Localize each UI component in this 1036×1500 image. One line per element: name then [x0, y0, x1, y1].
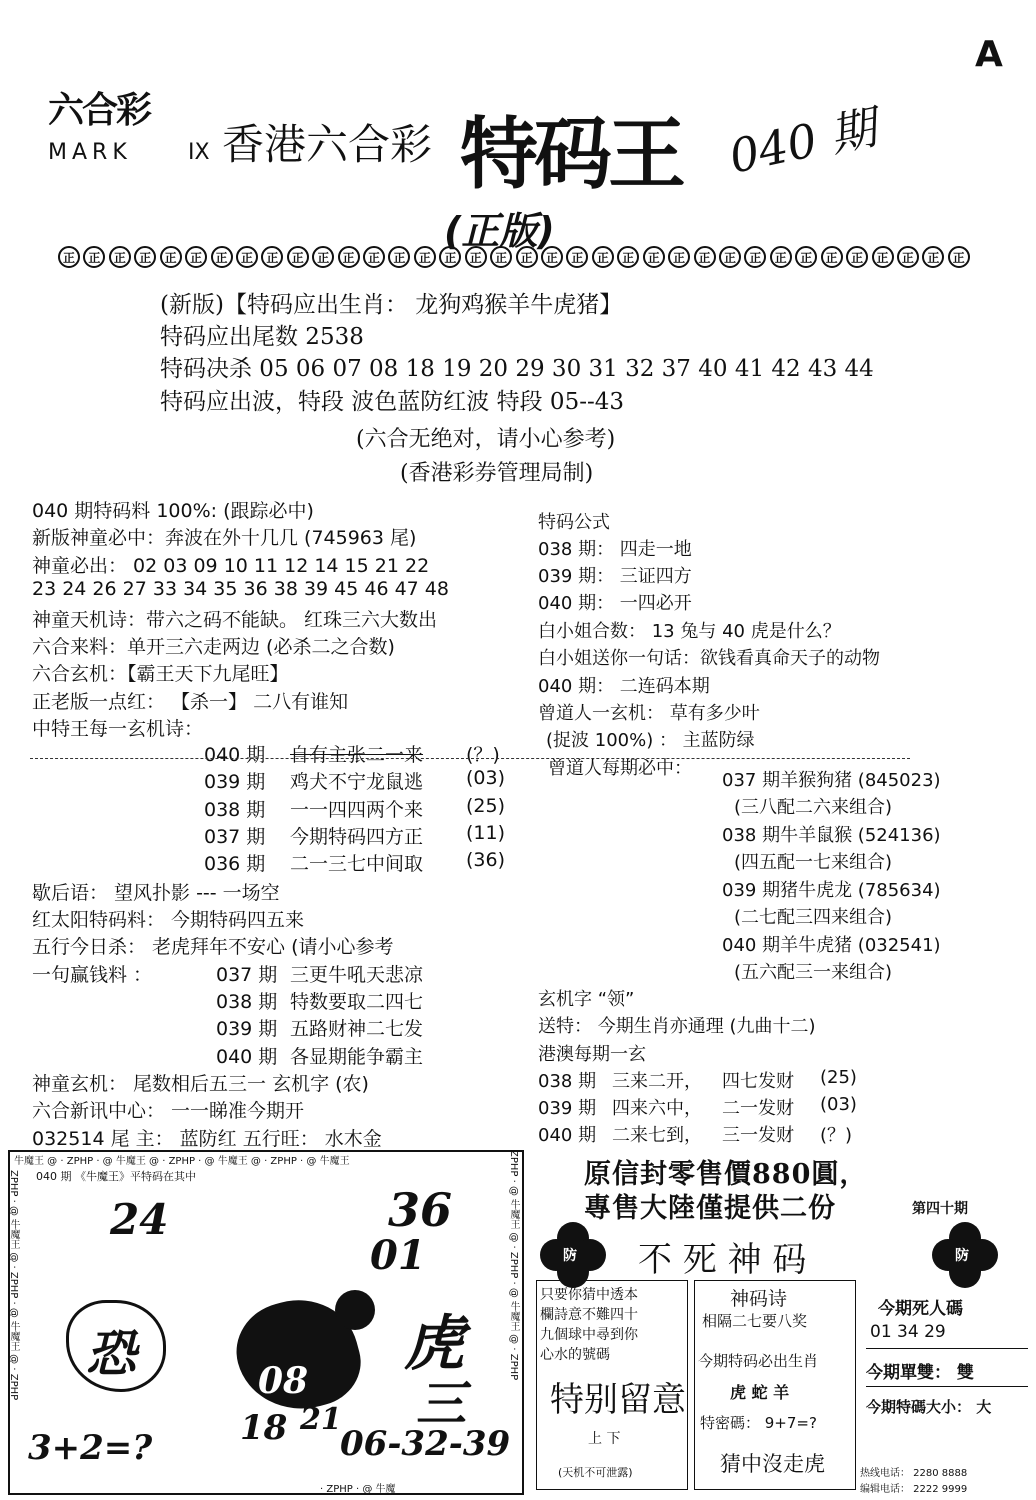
tiger-char: 虎 — [404, 1309, 464, 1379]
hand-sequence: 06-32-39 — [340, 1424, 511, 1464]
zheng-circle-icon: 正 — [236, 246, 258, 268]
zheng-circle-icon: 正 — [465, 246, 487, 268]
zheng-circle-icon: 正 — [922, 246, 944, 268]
combo-sub: (二七配三四来组合) — [734, 907, 893, 928]
special-note: 特别留意 — [550, 1380, 686, 1420]
col2-zodiac: 虎 蛇 羊 — [730, 1383, 790, 1402]
zheng-circle-icon: 正 — [668, 246, 690, 268]
title-big: 特码王 — [460, 110, 683, 200]
ad-strip-left: ZPHP · @ 牛魔王 @ · ZPHP · @ 牛魔王 @ · ZPHP — [8, 1170, 19, 1401]
bp-issue: 040 期 — [538, 1125, 597, 1146]
bp-a: 四来六中， — [612, 1098, 702, 1119]
promo-supply: 專售大陸僅提供二份 — [584, 1193, 836, 1224]
zheng-circle-icon: 正 — [261, 246, 283, 268]
zheng-circle-icon: 正 — [414, 246, 436, 268]
right-line: 玄机字 “领” — [538, 989, 635, 1010]
zheng-circle-icon: 正 — [211, 246, 233, 268]
zheng-circle-icon: 正 — [872, 246, 894, 268]
money-issue: 038 期 — [216, 991, 278, 1013]
poem-num: (？) — [466, 744, 500, 766]
poem-num: (36) — [466, 849, 506, 871]
left-line: 正老版一点红： 【杀一】 二八有谁知 — [32, 691, 349, 713]
poem-num: (11) — [466, 822, 506, 844]
right-line: 白小姐合数： 13 兔与 40 虎是什么？ — [538, 621, 841, 642]
zheng-circle-icon: 正 — [744, 246, 766, 268]
bp-b: 四七发财 — [722, 1071, 794, 1092]
right-line: 特码公式 — [538, 512, 610, 533]
hand-equation: 3+2=? — [28, 1428, 153, 1468]
bp-a: 三来二开， — [612, 1071, 702, 1092]
issue-number: 040 期 — [724, 100, 882, 184]
poem-issue: 040 期 — [204, 744, 266, 766]
ad-strip-right: ZPHP · @ 牛魔王 @ · ZPHP · @ 牛魔王 @ · ZPHP — [508, 1150, 519, 1381]
combo-main: 037 期羊猴狗猪 (845023) — [722, 770, 941, 791]
bp-num: (25) — [820, 1067, 857, 1088]
left-line: 六合新讯中心： 一一睇准今期开 — [32, 1100, 305, 1122]
zheng-circle-icon: 正 — [312, 246, 334, 268]
promo-title: 不 死 神 码 — [638, 1240, 807, 1280]
money-text: 各显期能争霸主 — [290, 1046, 424, 1068]
col2-bottom: 猜中沒走虎 — [720, 1452, 825, 1476]
bp-num: (？) — [820, 1125, 853, 1146]
money-label: 一句赢钱料 ： — [32, 964, 153, 986]
money-issue: 040 期 — [216, 1046, 278, 1068]
left-line: 神童玄机： 尾数相后五三一 玄机字 (农) — [32, 1073, 369, 1095]
flower-char: 防 — [955, 1248, 969, 1264]
poem-text: 鸡犬不宁龙鼠逃 — [290, 771, 424, 793]
zheng-circle-icon: 正 — [185, 246, 207, 268]
poem-num: (25) — [466, 795, 506, 817]
logo-text: 六合彩 — [48, 90, 151, 131]
zheng-circle-icon: 正 — [490, 246, 512, 268]
col2-title: 神码诗 — [730, 1288, 788, 1310]
right-line: 港澳每期一玄 — [538, 1044, 646, 1065]
right-line: 曾道人一玄机： 草有多少叶 — [538, 703, 760, 724]
col3-odd: 今期單雙： 雙 — [866, 1363, 974, 1383]
logo-english: MARK — [48, 140, 132, 165]
disclaimer: (六合无绝对，请小心参考) — [356, 427, 616, 452]
poem-text: 自有主张二一来 — [290, 744, 424, 766]
left-line: 神童必出： 02 03 09 10 11 12 14 15 21 22 — [32, 555, 430, 577]
zheng-circle-icon: 正 — [541, 246, 563, 268]
left-line: 中特王每一玄机诗： — [32, 718, 204, 740]
poem-issue: 036 期 — [204, 853, 266, 875]
zheng-circle-icon: 正 — [363, 246, 385, 268]
zheng-circle-icon: 正 — [388, 246, 410, 268]
col3-phone: 编辑电话： 2222 9999 — [860, 1484, 968, 1495]
divider — [30, 758, 910, 759]
special-sub: 上 下 — [588, 1431, 621, 1447]
left-line: 新版神童必中：奔波在外十几几 (745963 尾) — [32, 527, 417, 549]
bp-b: 三一发财 — [722, 1125, 794, 1146]
col3-size: 今期特碼大小： 大 — [866, 1398, 992, 1416]
poem-issue: 037 期 — [204, 826, 266, 848]
left-line: 五行今日杀： 老虎拜年不安心 (请小心参考 — [32, 936, 394, 958]
bp-issue: 038 期 — [538, 1071, 597, 1092]
col2-eq: 特密碼： 9+7=? — [700, 1414, 817, 1432]
left-line: 六合玄机：【霸王天下九尾旺】 — [32, 663, 289, 685]
left-line: 红太阳特码料： 今期特码四五来 — [32, 909, 305, 931]
left-line: 六合来料：单开三六走两边 (必杀二之合数) — [32, 636, 395, 658]
poem-issue: 039 期 — [204, 771, 266, 793]
zheng-circle-icon: 正 — [134, 246, 156, 268]
wave-line: 特码应出波，特段 波色蓝防红波 特段 05--43 — [160, 389, 625, 415]
right-line: (捉波 100%) ： 主蓝防绿 — [546, 730, 755, 751]
hand-number: 36 — [388, 1183, 453, 1237]
issuer: (香港彩券管理局制) — [400, 461, 594, 486]
col1-note: (天机不可泄露) — [558, 1466, 633, 1479]
right-line: 039 期： 三证四方 — [538, 566, 692, 587]
flower-icon — [932, 1222, 998, 1288]
hand-number: 18 — [240, 1408, 288, 1448]
left-line: 040 期特码料 100%: (跟踪必中) — [32, 500, 314, 522]
col3-nums: 01 34 29 — [870, 1322, 946, 1342]
bp-a: 二来七到， — [612, 1125, 702, 1146]
poem-text: 今期特码四方正 — [290, 826, 424, 848]
poem-text: 一一四四两个来 — [290, 799, 424, 821]
zheng-circle-icon: 正 — [897, 246, 919, 268]
col1-line: 欄詩意不難四十 — [540, 1307, 638, 1323]
col1-line: 心水的號碼 — [540, 1347, 610, 1363]
zheng-circle-icon: 正 — [617, 246, 639, 268]
combo-sub: (四五配一七来组合) — [734, 852, 893, 873]
combo-main: 039 期猪牛虎龙 (785634) — [722, 880, 941, 901]
ad-strip-top: 牛魔王 @ · ZPHP · @ 牛魔王 @ · ZPHP · @ 牛魔王 @ · ZPHP · @ 牛魔王 — [14, 1156, 350, 1167]
zheng-circle-icon: 正 — [338, 246, 360, 268]
col2-zodiac-title: 今期特码必出生肖 — [698, 1352, 819, 1370]
combo-sub: (五六配三一来组合) — [734, 962, 893, 983]
left-line: 歇后语： 望风扑影 --- 一场空 — [32, 882, 280, 904]
zheng-circle-icon: 正 — [83, 246, 105, 268]
poem-text: 二一三七中间取 — [290, 853, 424, 875]
divider — [866, 1348, 1028, 1349]
money-issue: 037 期 — [216, 964, 278, 986]
zheng-circle-icon: 正 — [948, 246, 970, 268]
col2-line: 相隔二七要八奖 — [702, 1312, 808, 1330]
stamp-char: 恐 — [86, 1324, 136, 1383]
combo-sub: (三八配二六来组合) — [734, 797, 893, 818]
zheng-circle-icon: 正 — [795, 246, 817, 268]
zheng-circle-icon: 正 — [160, 246, 182, 268]
flower-icon — [540, 1222, 606, 1288]
left-line: 神童天机诗：带六之码不能缺。 红珠三六大数出 — [32, 609, 438, 631]
zheng-circle-row — [58, 246, 970, 268]
col3-title: 今期死人碼 — [878, 1299, 963, 1319]
zodiac-line: (新版)【特码应出生肖： 龙狗鸡猴羊牛虎猪】 — [160, 292, 623, 318]
hand-number: 08 — [258, 1360, 309, 1402]
right-line: 送特： 今期生肖亦通理 (九曲十二) — [538, 1016, 816, 1037]
money-issue: 039 期 — [216, 1018, 278, 1040]
zheng-circle-icon: 正 — [694, 246, 716, 268]
zheng-circle-icon: 正 — [846, 246, 868, 268]
divider — [866, 1386, 1028, 1387]
col1-line: 九個球中尋到你 — [540, 1327, 638, 1343]
promo-price: 原信封零售價880圓， — [584, 1159, 868, 1190]
tiger-num: 三 — [416, 1374, 466, 1433]
right-line: 040 期： 二连码本期 — [538, 676, 710, 697]
zheng-circle-icon: 正 — [58, 246, 80, 268]
combo-main: 040 期羊牛虎猪 (032541) — [722, 935, 941, 956]
zheng-circle-icon: 正 — [439, 246, 461, 268]
zheng-circle-icon: 正 — [109, 246, 131, 268]
right-line: 曾道人每期必中： — [548, 758, 692, 779]
poem-num: (03) — [466, 767, 506, 789]
logo-suffix: IX — [188, 140, 210, 165]
col1-line: 只要你猜中透本 — [540, 1287, 638, 1303]
promo-issue: 第四十期 — [912, 1201, 968, 1217]
zheng-circle-icon: 正 — [287, 246, 309, 268]
hand-number: 21 — [300, 1402, 342, 1437]
corner-mark: A — [975, 34, 1003, 75]
ad-header-note: 040 期 《牛魔王》平特码在其中 — [36, 1170, 196, 1183]
zheng-circle-icon: 正 — [516, 246, 538, 268]
hand-number: 24 — [110, 1195, 169, 1244]
col3-phone: 热线电话： 2280 8888 — [860, 1468, 968, 1479]
zheng-circle-icon: 正 — [719, 246, 741, 268]
money-text: 五路财神二七发 — [290, 1018, 424, 1040]
left-line: 23 24 26 27 33 34 35 36 38 39 45 46 47 48 — [32, 578, 449, 600]
kill-line: 特码决杀 05 06 07 08 18 19 20 29 30 31 32 37 40 41 42 43 44 — [160, 356, 874, 382]
money-text: 三更牛吼天悲凉 — [290, 964, 424, 986]
poem-issue: 038 期 — [204, 799, 266, 821]
bp-b: 二一发财 — [722, 1098, 794, 1119]
zheng-circle-icon: 正 — [592, 246, 614, 268]
right-line: 040 期： 一四必开 — [538, 593, 692, 614]
zheng-circle-icon: 正 — [643, 246, 665, 268]
right-line: 038 期： 四走一地 — [538, 539, 692, 560]
zheng-circle-icon: 正 — [566, 246, 588, 268]
ad-strip-bottom: · ZPHP · @ 牛魔 — [320, 1484, 396, 1495]
left-line: 032514 尾 主： 蓝防红 五行旺： 水木金 — [32, 1128, 382, 1150]
bp-num: (03) — [820, 1094, 857, 1115]
ink-blot — [335, 1290, 375, 1330]
money-text: 特数要取二四七 — [290, 991, 424, 1013]
edition-label: (正版) — [444, 209, 555, 253]
title-main: 香港六合彩 — [222, 120, 433, 169]
zheng-circle-icon: 正 — [770, 246, 792, 268]
bp-issue: 039 期 — [538, 1098, 597, 1119]
combo-main: 038 期牛羊鼠猴 (524136) — [722, 825, 941, 846]
hand-number: 01 — [370, 1232, 426, 1279]
tail-line: 特码应出尾数 2538 — [160, 324, 364, 350]
zheng-circle-icon: 正 — [821, 246, 843, 268]
flower-char: 防 — [563, 1248, 577, 1264]
right-line: 白小姐送你一句话：欲钱看真命天子的动物 — [538, 648, 880, 669]
